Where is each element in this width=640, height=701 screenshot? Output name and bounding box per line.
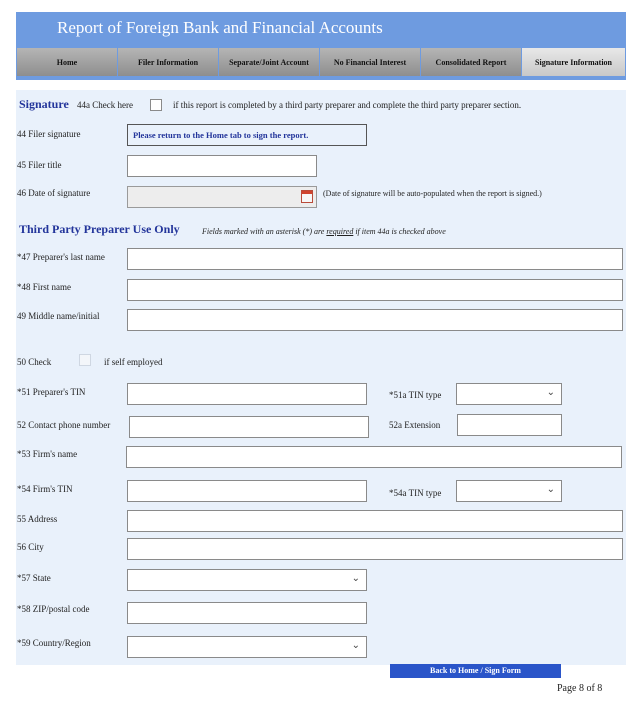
filer-signature-notice: Please return to the Home tab to sign the report. (127, 124, 367, 146)
filer-title-label: 45 Filer title (17, 160, 62, 170)
zip-label: *58 ZIP/postal code (17, 604, 90, 614)
contact-phone-input[interactable] (129, 416, 369, 438)
page-indicator: Page 8 of 8 (557, 683, 603, 694)
contact-phone-label: 52 Contact phone number (17, 420, 111, 430)
tab-separate-joint-account[interactable]: Separate/Joint Account (219, 48, 320, 76)
tab-filer-information[interactable]: Filer Information (118, 48, 219, 76)
date-of-signature-label: 46 Date of signature (17, 188, 91, 198)
preparer-middle-name-label: 49 Middle name/initial (17, 311, 100, 321)
preparer-tin-type-label: *51a TIN type (389, 390, 442, 400)
preparer-last-name-input[interactable] (127, 248, 623, 270)
calendar-icon[interactable] (301, 190, 313, 203)
address-input[interactable] (127, 510, 623, 532)
preparer-middle-name-input[interactable] (127, 309, 623, 331)
chevron-down-icon: ⌄ (351, 573, 360, 584)
signature-heading: Signature (19, 97, 69, 111)
city-input[interactable] (127, 538, 623, 560)
preparer-first-name-label: *48 First name (17, 282, 71, 292)
app-header (16, 12, 626, 46)
back-to-home-button[interactable]: Back to Home / Sign Form (390, 664, 561, 678)
zip-input[interactable] (127, 602, 367, 624)
tab-home[interactable]: Home (17, 48, 118, 76)
preparer-heading: Third Party Preparer Use Only (19, 222, 180, 236)
firm-tin-type-label: *54a TIN type (389, 488, 442, 498)
preparer-required-note: Fields marked with an asterisk (*) are required if item 44a is checked above (202, 227, 446, 236)
date-of-signature-note: (Date of signature will be auto-populated when the report is signed.) (323, 189, 542, 198)
filer-signature-label: 44 Filer signature (17, 129, 81, 139)
preparer-tin-label: *51 Preparer's TIN (17, 387, 86, 397)
state-label: *57 State (17, 573, 51, 583)
chevron-down-icon: ⌄ (546, 484, 555, 495)
preparer-last-name-label: *47 Preparer's last name (17, 252, 105, 262)
address-label: 55 Address (17, 514, 58, 524)
firm-tin-label: *54 Firm's TIN (17, 484, 73, 494)
city-label: 56 City (17, 542, 44, 552)
tab-no-financial-interest[interactable]: No Financial Interest (320, 48, 421, 76)
filer-title-input[interactable] (127, 155, 317, 177)
firm-tin-input[interactable] (127, 480, 367, 502)
self-employed-desc: if self employed (104, 357, 163, 367)
chevron-down-icon: ⌄ (351, 640, 360, 651)
third-party-checkbox[interactable] (150, 99, 162, 111)
chevron-down-icon: ⌄ (546, 387, 555, 398)
country-select[interactable] (127, 636, 367, 658)
third-party-check-label: 44a Check here (77, 100, 133, 110)
page-title: Report of Foreign Bank and Financial Accounts (57, 18, 383, 37)
third-party-check-desc: if this report is completed by a third party preparer and complete the third party preparer section. (173, 100, 522, 110)
firm-tin-type-select[interactable] (456, 480, 562, 502)
tab-signature-information[interactable]: Signature Information (522, 48, 626, 76)
preparer-first-name-input[interactable] (127, 279, 623, 301)
tab-consolidated-report[interactable]: Consolidated Report (421, 48, 522, 76)
firm-name-label: *53 Firm's name (17, 449, 78, 459)
preparer-tin-type-select[interactable] (456, 383, 562, 405)
extension-input[interactable] (457, 414, 562, 436)
date-of-signature-input (127, 186, 317, 208)
preparer-tin-input[interactable] (127, 383, 367, 405)
tab-bar (16, 46, 626, 80)
extension-label: 52a Extension (389, 420, 441, 430)
self-employed-check-label: 50 Check (17, 357, 52, 367)
country-label: *59 Country/Region (17, 638, 91, 648)
firm-name-input[interactable] (126, 446, 622, 468)
state-select[interactable] (127, 569, 367, 591)
self-employed-checkbox[interactable] (79, 354, 91, 366)
